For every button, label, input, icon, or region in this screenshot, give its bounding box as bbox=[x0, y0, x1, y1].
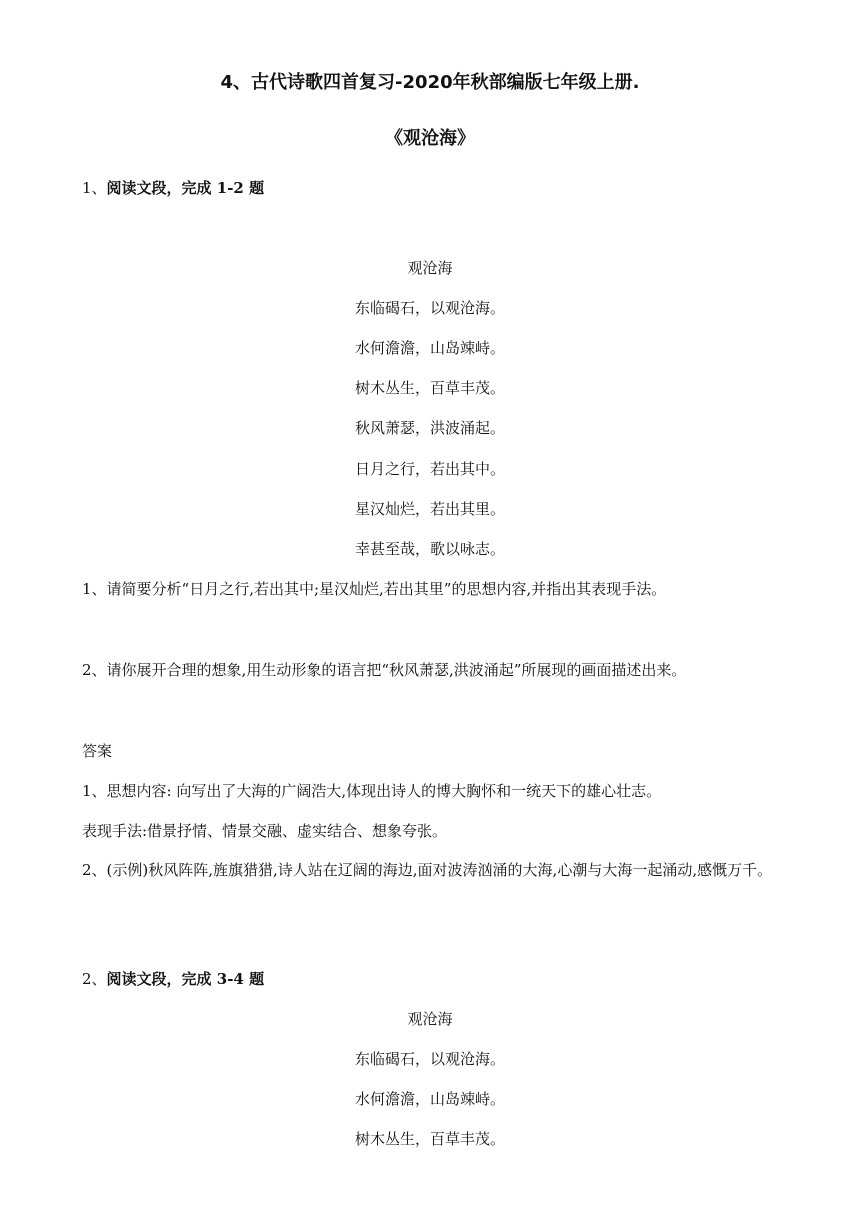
poem-line: 树木丛生，百草丰茂。 bbox=[354, 379, 505, 397]
poem-line: 水何澹澹，山岛竦峙。 bbox=[354, 339, 505, 357]
poem-line: 东临碣石，以观沧海。 bbox=[354, 1050, 505, 1068]
document-title: 4、古代诗歌四首复习-2020年秋部编版七年级上册. bbox=[220, 72, 640, 93]
poem-line: 树木丛生，百草丰茂。 bbox=[354, 1130, 505, 1148]
section-2-number: 2、 bbox=[82, 970, 107, 988]
poem-heading: 《观沧海》 bbox=[385, 128, 475, 149]
poem-line: 幸甚至哉，歌以咏志。 bbox=[354, 540, 505, 558]
section-2-heading-text: 阅读文段，完成 3-4 题 bbox=[106, 970, 265, 988]
answer-1: 1、思想内容: 向写出了大海的广阔浩大,体现出诗人的博大胸怀和一统天下的雄心壮志。 bbox=[82, 782, 662, 800]
answer-2: 2、(示例)秋风阵阵,旌旗猎猎,诗人站在辽阔的海边,面对波涛汹涌的大海,心潮与大海一起涌动,感慨万千。 bbox=[82, 861, 773, 879]
poem-line: 日月之行，若出其中。 bbox=[354, 460, 505, 478]
answer-1-technique: 表现手法:借景抒情、情景交融、虚实结合、想象夸张。 bbox=[82, 822, 448, 840]
question-2: 2、请你展开合理的想象,用生动形象的语言把“秋风萧瑟,洪波涌起”所展现的画面描述出来。 bbox=[82, 661, 687, 679]
section-2-poem-title: 观沧海 bbox=[407, 1010, 453, 1028]
poem-line: 东临碣石，以观沧海。 bbox=[354, 299, 505, 317]
section-1-poem-title: 观沧海 bbox=[407, 259, 453, 277]
question-1: 1、请简要分析“日月之行,若出其中;星汉灿烂,若出其里”的思想内容,并指出其表现手法。 bbox=[82, 580, 667, 598]
section-1-number: 1、 bbox=[82, 179, 107, 197]
poem-line: 水何澹澹，山岛竦峙。 bbox=[354, 1090, 505, 1108]
answer-label: 答案 bbox=[82, 742, 113, 760]
section-2-heading bbox=[82, 968, 264, 989]
section-1-heading-text: 阅读文段，完成 1-2 题 bbox=[106, 179, 265, 197]
poem-line: 秋风萧瑟，洪波涌起。 bbox=[354, 419, 505, 437]
poem-line: 星汉灿烂，若出其里。 bbox=[354, 500, 505, 518]
section-1-heading bbox=[82, 177, 264, 198]
